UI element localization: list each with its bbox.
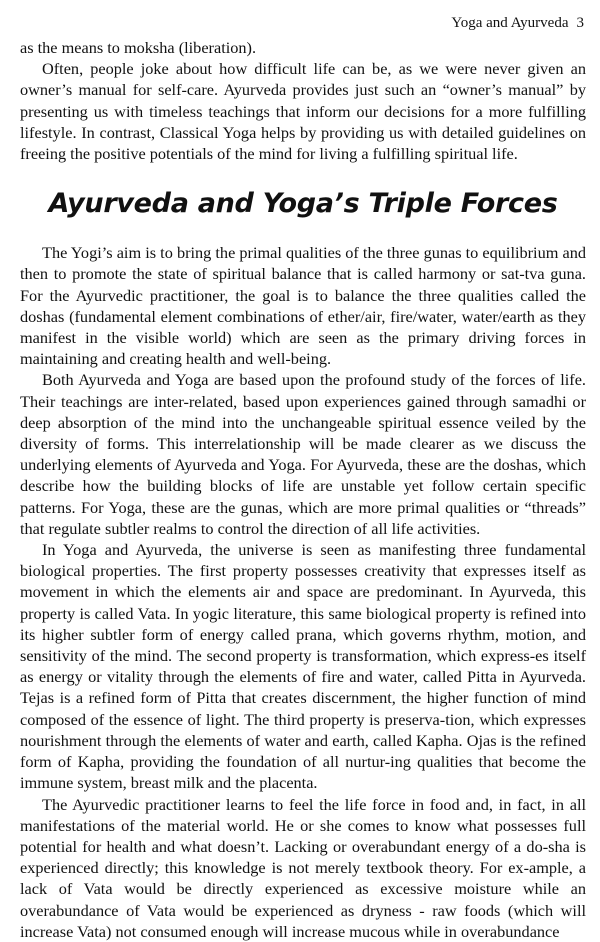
opening-line: as the means to moksha (liberation).	[20, 38, 257, 57]
section-heading: Ayurveda and Yoga’s Triple Forces	[48, 188, 558, 220]
intro-paragraph: Often, people joke about how difficult life can be, as we were never given an owner’s manual for self-care. Ayurveda provides just such an “owner’s manual” by presenting us with timeless teachings that inform our decisions for a more fulfilling lifestyle. In contrast, Classical Yoga helps by providing us with detailed guidelines on freeing the positive potentials of the mind for living a fulfilling spiritual life.	[20, 59, 586, 164]
running-head	[20, 0, 586, 32]
page-number: 3	[576, 15, 584, 31]
running-head-title: Yoga and Ayurveda	[451, 15, 569, 31]
body-paragraph-1: The Yogi’s aim is to bring the primal qualities of the three gunas to equilibrium and then to promote the state of spiritual balance that is called harmony or sat-tva guna. For the Ayurvedic practitioner, the goal is to balance the three qualities called the doshas (fundamental element combinations of ether/air, fire/water, water/earth as they manifest in the visible world) which are seen as the primary driving forces in maintaining and creating health and well-being.	[20, 243, 586, 369]
body-paragraph-3: In Yoga and Ayurveda, the universe is seen as manifesting three fundamental biological properties. The first property possesses creativity that expresses itself as movement in which the elements air and space are predominant. In Ayurveda, this property is called Vata. In yogic literature, this same biological property is refined into its higher subtler form of energy called prana, which governs rhythm, motion, and sensitivity of the mind. The second property is transformation, which express-es itself as energy or vitality through the elements of fire and water, called Pitta in Ayurveda. Tejas is a refined form of Pitta that creates discernment, the higher function of mind composed of the essence of light. The third property is preserva-tion, which expresses nourishment through the elements of water and earth, called Kapha. Ojas is the refined form of Kapha, providing the foundation of all nurtur-ing qualities that become the immune system, breast milk and the placenta.	[20, 540, 586, 793]
body-paragraph-4: The Ayurvedic practitioner learns to feel the life force in food and, in fact, in all manifestations of the material world. He or she comes to know what possesses full potential for health and what doesn’t. Lacking or overabundant energy of a do-sha is experienced directly; this knowledge is not merely textbook theory. For ex-ample, a lack of Vata would be directly experienced as excessive moisture while an overabundance of Vata would be experienced as dryness - raw foods (which will increase Vata) not consumed enough will increase mucous while in overabundance	[20, 794, 586, 941]
body-paragraph-2: Both Ayurveda and Yoga are based upon the profound study of the forces of life. Their teachings are inter-related, based upon experiences gained through samadhi or deep absorption of the mind into the unchangeable spiritual essence veiled by the diversity of forms. This interrelationship will be made clearer as we discuss the underlying elements of Ayurveda and Yoga. For Ayurveda, these are the doshas, which describe how the building blocks of life are unstable yet follow certain specific patterns. For Yoga, these are the gunas, which are more primal qualities or “threads” that regulate subtler realms to control the direction of all life activities.	[20, 370, 586, 538]
